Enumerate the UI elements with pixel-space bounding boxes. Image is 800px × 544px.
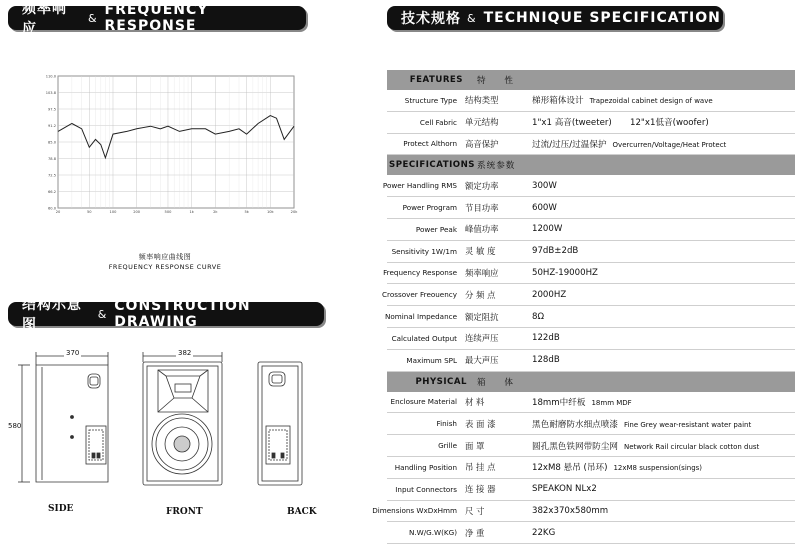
spec-label-cn: 分 频 点	[465, 289, 496, 300]
chart-y-tick-label: 85.0	[47, 140, 56, 145]
spec-label-en: Calculated Output	[391, 333, 457, 343]
spec-label-en: Maximum SPL	[406, 355, 457, 365]
spec-label-cn: 灵 敏 度	[465, 246, 496, 257]
spec-label-cn: 表 面 漆	[465, 418, 496, 429]
chart-y-tick-label: 60.0	[47, 206, 56, 211]
spec-label-cn: 尺 寸	[465, 505, 485, 516]
back-view-label: BACK	[287, 507, 317, 517]
chart-x-tick-label: 50	[87, 210, 92, 214]
construction-drawings	[0, 340, 330, 515]
spec-label-cn: 面 罩	[465, 440, 485, 451]
spec-row	[384, 306, 795, 328]
spec-value: 黑色耐磨防水细点喷漆 Fine Grey wear-resistant water paint	[532, 419, 752, 430]
spec-row	[387, 435, 795, 457]
spec-label-en: Frequency Response	[383, 268, 457, 278]
chart-x-tick-label: 20	[55, 210, 61, 214]
chart-y-tick-label: 103.8	[46, 91, 56, 95]
spec-value: 2000HZ	[532, 289, 567, 300]
banner-amp: &	[97, 307, 107, 321]
chart-x-tick-label: 5k	[244, 210, 249, 214]
spec-label-cn: 连 接 器	[465, 484, 496, 495]
features-rows	[387, 90, 795, 155]
chart-x-tick-label: 200	[133, 210, 141, 214]
physical-header-cn: 箱 体	[477, 377, 521, 388]
spec-row	[387, 134, 795, 156]
chart-caption-cn: 频率响应曲线图	[138, 253, 192, 261]
chart-x-tick-label: 1k	[189, 210, 194, 214]
spec-label-en: Grille	[438, 441, 457, 451]
banner-title-en: CONSTRUCTION DRAWING	[114, 298, 251, 330]
spec-value-note: Trapezoidal cabinet design of wave	[589, 97, 713, 106]
spec-value: 122dB	[532, 333, 560, 344]
spec-row	[387, 479, 795, 501]
spec-label-en: Finish	[436, 419, 457, 429]
spec-value: 22KG	[532, 527, 556, 538]
spec-value-note: Overcurren/Voltage/Heat Protect	[612, 140, 727, 149]
front-view-label: FRONT	[166, 507, 203, 517]
dimension-height-label: 580	[8, 422, 22, 430]
spec-label-cn: 单元结构	[465, 117, 499, 128]
chart-x-tick-label: 20k	[290, 210, 298, 214]
spec-value: 128dB	[532, 355, 560, 366]
chart-x-tick-label: 2k	[213, 210, 218, 214]
spec-label-cn: 节目功率	[465, 202, 499, 213]
chart-y-tick-label: 66.2	[47, 190, 56, 194]
spec-row	[387, 219, 795, 241]
spec-label-en: Cell Fabric	[419, 117, 457, 127]
construction-drawing-banner	[8, 297, 324, 333]
spec-row	[387, 413, 795, 435]
spec-row	[387, 350, 795, 372]
spec-label-cn: 频率响应	[465, 267, 499, 278]
spec-row	[372, 501, 795, 523]
banner-title-cn: 结构示意图	[22, 297, 82, 333]
chart-y-tick-label: 91.2	[47, 124, 56, 128]
spec-value: 50HZ-19000HZ	[532, 267, 598, 278]
side-view-label: SIDE	[48, 504, 74, 514]
features-header-cn: 特 性	[477, 76, 521, 86]
spec-value: 382x370x580mm	[532, 505, 609, 516]
spec-value: 1"x1 高音(tweeter) 12"x1低音(woofer)	[532, 118, 709, 129]
physical-header	[387, 372, 795, 392]
spec-label-en: Power Program	[402, 203, 457, 213]
spec-label-en: Enclosure Material	[390, 397, 457, 407]
front-view-drawing	[143, 352, 222, 485]
spec-value: 600W	[532, 202, 557, 213]
technique-specification-banner	[387, 6, 723, 30]
spec-row	[387, 197, 795, 219]
spec-label-en: Nominal Impedance	[384, 312, 457, 322]
spec-label-en: Handling Position	[394, 462, 457, 472]
banner-title-cn: 技术规格	[401, 11, 461, 27]
spec-label-en: Protect Althorn	[403, 139, 457, 149]
physical-header-en: PHYSICAL	[415, 376, 467, 387]
spec-row	[382, 175, 795, 197]
spec-label-en: N.W/G.W(KG)	[408, 528, 457, 538]
spec-row	[382, 284, 795, 306]
spec-row	[387, 241, 795, 263]
specifications-header	[387, 155, 795, 175]
spec-row	[387, 457, 795, 479]
spec-row	[387, 90, 795, 112]
chart-y-tick-label: 97.5	[47, 107, 56, 112]
spec-label-cn: 材 料	[465, 396, 485, 407]
spec-label-en: Crossover Freouency	[382, 290, 457, 300]
spec-label-en: Dimensions WxDxHmm	[372, 506, 457, 516]
features-header	[387, 70, 795, 90]
chart-x-tick-label: 500	[164, 210, 172, 214]
spec-value-note: 18mm MDF	[591, 398, 632, 407]
back-view-drawing	[258, 362, 302, 485]
spec-value: 圆孔黑色铁网带防尘网 Network Rail circular black cotton dust	[532, 441, 760, 452]
banner-title-cn: 频率响应	[22, 1, 67, 37]
spec-value-note: 12xM8 suspension(sings)	[613, 464, 703, 473]
spec-label-en: Power Peak	[415, 224, 457, 234]
banner-title-en: FREQUENCY RESPONSE	[104, 2, 209, 34]
spec-label-cn: 结构类型	[465, 95, 499, 106]
spec-label-cn: 额定阻抗	[465, 311, 499, 322]
banner-amp: &	[87, 11, 97, 25]
chart-y-tick-label: 110.0	[46, 74, 56, 79]
spec-label-en: Structure Type	[404, 95, 457, 105]
chart-caption-en: FREQUENCY RESPONSE CURVE	[108, 263, 222, 271]
spec-label-cn: 净 重	[465, 527, 485, 538]
spec-label-en: Power Handling RMS	[382, 181, 457, 191]
spec-row	[387, 112, 795, 134]
chart-x-ticks	[56, 210, 299, 214]
spec-value: 18mm中纤板 18mm MDF	[532, 397, 632, 408]
dimension-depth-label: 370	[66, 349, 80, 357]
spec-value: 过流/过压/过温保护 Overcurren/Voltage/Heat Protect	[532, 139, 727, 150]
spec-label-cn: 最大声压	[465, 355, 499, 366]
spec-label-cn: 吊 挂 点	[465, 462, 496, 473]
spec-value: 12xM8 悬吊 (吊环) 12xM8 suspension(sings)	[532, 463, 703, 474]
chart-y-ticks	[46, 75, 57, 211]
chart-y-tick-label: 72.5	[47, 173, 56, 178]
spec-row	[387, 392, 795, 414]
specifications-header-en: SPECIFICATIONS	[389, 160, 475, 171]
dimension-width-label: 382	[178, 349, 192, 357]
spec-value-note: Fine Grey wear-resistant water paint	[623, 420, 752, 429]
spec-row	[387, 328, 795, 350]
spec-value-note: Network Rail circular black cotton dust	[623, 442, 760, 451]
frequency-response-chart	[46, 72, 302, 218]
spec-row	[383, 263, 795, 285]
spec-label-cn: 额定功率	[465, 180, 499, 191]
spec-value: 1200W	[532, 224, 563, 235]
spec-label-cn: 连续声压	[465, 333, 499, 344]
spec-label-en: Sensitivity 1W/1m	[391, 246, 457, 256]
spec-label-en: Input Connectors	[395, 484, 457, 494]
specifications-rows	[382, 175, 795, 371]
spec-label-cn: 峰值功率	[465, 224, 499, 235]
features-header-en: FEATURES	[409, 75, 463, 85]
spec-row	[387, 522, 795, 544]
specification-table	[372, 70, 795, 544]
spec-value: 97dB±2dB	[532, 246, 579, 257]
physical-rows	[372, 392, 795, 544]
specifications-header-cn: 系统参数	[477, 161, 516, 172]
side-view-drawing	[18, 352, 108, 482]
spec-label-cn: 高音保护	[465, 138, 499, 149]
spec-value: 梯形箱体设计 Trapezoidal cabinet design of wave	[532, 96, 713, 107]
banner-amp: &	[467, 11, 476, 25]
spec-value: SPEAKON NLx2	[532, 484, 597, 495]
spec-value: 300W	[532, 180, 557, 191]
frequency-response-banner	[8, 1, 306, 37]
chart-x-tick-label: 100	[109, 210, 117, 214]
spec-value-extra: 12"x1低音(woofer)	[630, 118, 709, 129]
banner-title-en: TECHNIQUE SPECIFICATION	[483, 10, 721, 26]
chart-x-tick-label: 10k	[266, 210, 274, 214]
spec-value: 8Ω	[532, 311, 545, 322]
chart-y-tick-label: 78.8	[47, 157, 56, 161]
